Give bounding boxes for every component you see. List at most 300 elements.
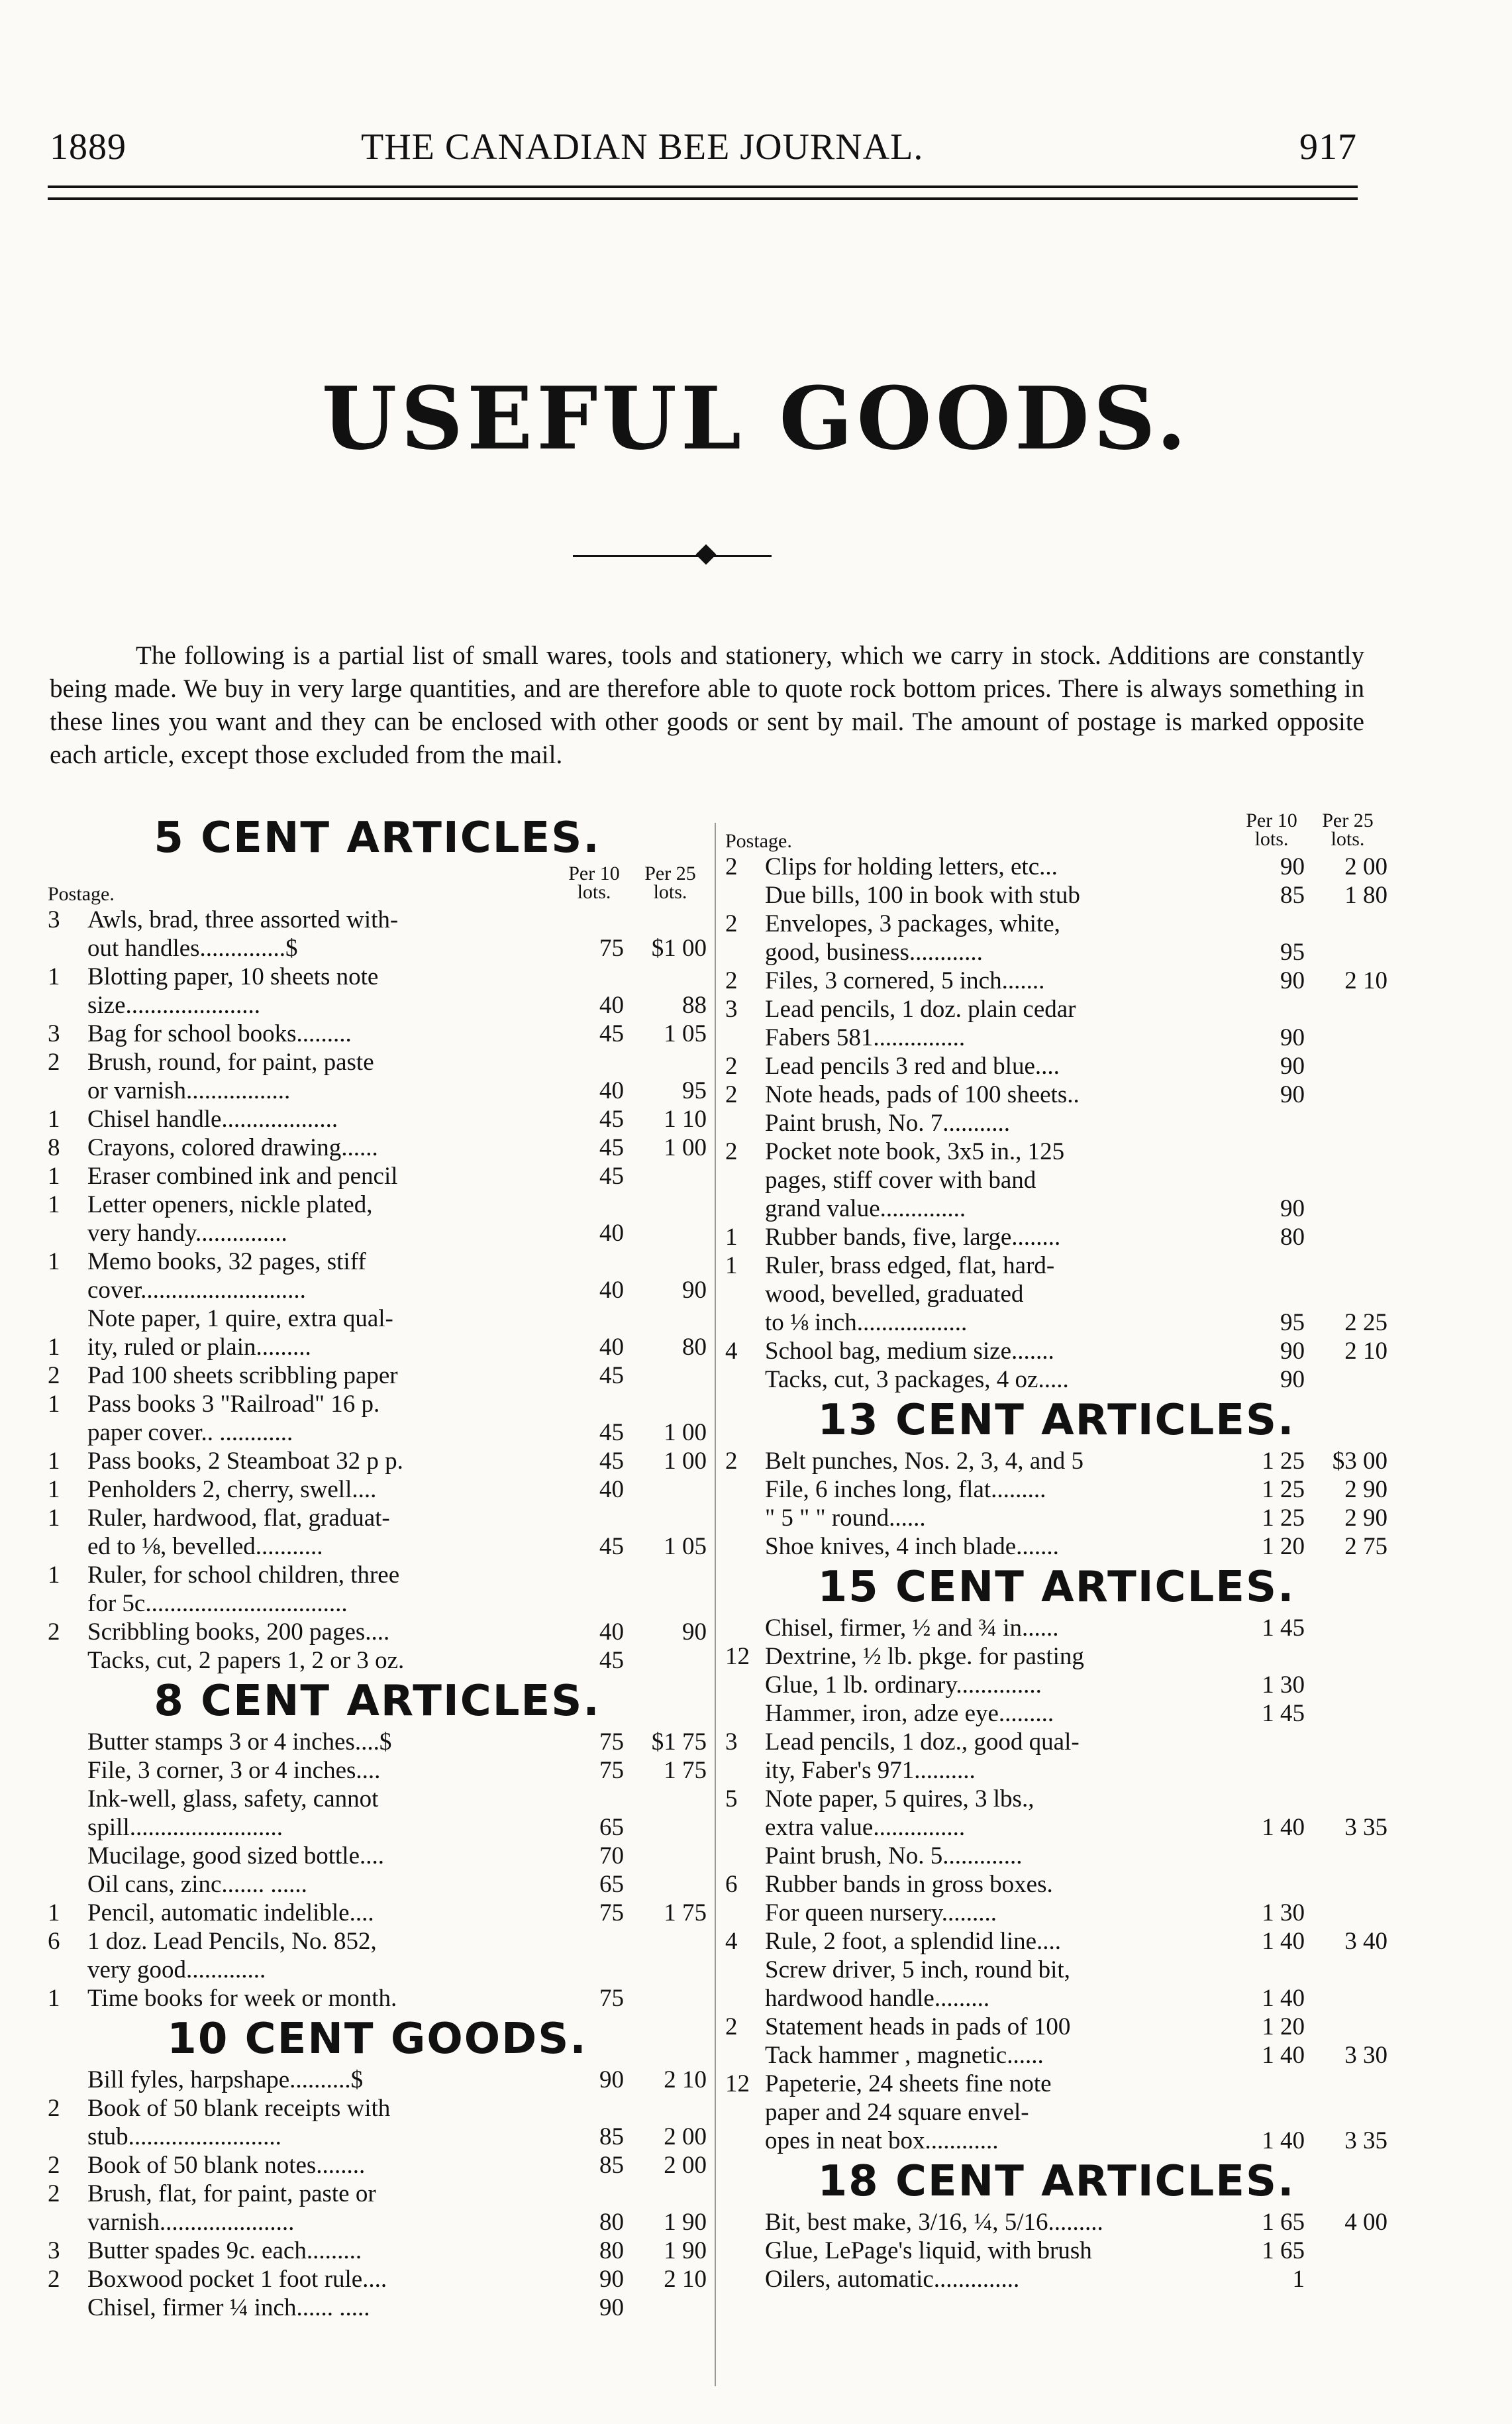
item-description: varnish...................... bbox=[87, 2209, 295, 2236]
price-per-25: 2 10 bbox=[1344, 1338, 1387, 1365]
price-per-10: 40 bbox=[599, 1476, 624, 1503]
price-per-10: 90 bbox=[1280, 1338, 1305, 1365]
list-item bbox=[48, 1899, 707, 1927]
price-per-25 bbox=[1305, 1137, 1387, 1166]
postage-cents: 4 bbox=[725, 1928, 738, 1955]
price-per-25: 2 90 bbox=[1344, 1504, 1387, 1532]
price-per-10: 1 20 bbox=[1262, 2013, 1305, 2040]
list-item bbox=[725, 1532, 1387, 1561]
price-per-10: 80 bbox=[599, 2209, 624, 2236]
list-item bbox=[48, 934, 707, 963]
price-per-10 bbox=[564, 1304, 624, 1333]
postage-cents: 1 bbox=[48, 1985, 60, 2012]
price-per-10: 85 bbox=[1280, 882, 1305, 909]
price-per-10: 90 bbox=[1280, 967, 1305, 994]
price-per-25 bbox=[624, 2293, 707, 2322]
price-per-10: 1 bbox=[1292, 2266, 1305, 2293]
price-per-25: 2 00 bbox=[664, 2152, 707, 2179]
per10-label: Per 10 bbox=[568, 863, 620, 884]
price-per-10: 90 bbox=[1280, 1053, 1305, 1080]
list-item bbox=[725, 1080, 1387, 1109]
list-item bbox=[725, 1109, 1387, 1137]
item-description: Rule, 2 foot, a splendid line.... bbox=[765, 1928, 1062, 1955]
column-header bbox=[725, 812, 1387, 853]
price-per-10: 45 bbox=[599, 1533, 624, 1560]
item-description: Files, 3 cornered, 5 inch....... bbox=[765, 967, 1045, 994]
per25-label: Per 25 bbox=[1322, 810, 1374, 831]
list-item bbox=[725, 1447, 1387, 1475]
price-per-10: 45 bbox=[599, 1020, 624, 1047]
postage-cents bbox=[725, 1475, 765, 1504]
price-per-10: 95 bbox=[1280, 939, 1305, 966]
item-description: Boxwood pocket 1 foot rule.... bbox=[87, 2266, 387, 2293]
price-per-10 bbox=[564, 1956, 624, 1984]
item-description: Butter spades 9c. each......... bbox=[87, 2237, 362, 2264]
postage-cents bbox=[725, 1899, 765, 1927]
price-per-25: 88 bbox=[682, 992, 707, 1019]
postage-cents: 1 bbox=[48, 1191, 60, 1218]
per25-label: Per 25 bbox=[644, 863, 696, 884]
list-item bbox=[48, 2293, 707, 2322]
postage-cents bbox=[48, 1956, 87, 1984]
postage-cents: 12 bbox=[725, 2070, 750, 2097]
price-per-25 bbox=[1305, 1024, 1387, 1052]
price-per-25 bbox=[1305, 1785, 1387, 1813]
postage-cents bbox=[725, 1308, 765, 1337]
price-per-10: 1 65 bbox=[1262, 2209, 1305, 2236]
item-description: " 5 " " round...... bbox=[765, 1504, 926, 1532]
item-description: Penholders 2, cherry, swell.... bbox=[87, 1476, 377, 1503]
price-per-10 bbox=[1245, 995, 1305, 1024]
per10-header bbox=[558, 865, 630, 902]
price-per-10: 80 bbox=[599, 2237, 624, 2264]
per25-lots: lots. bbox=[653, 881, 687, 903]
list-item bbox=[725, 1842, 1387, 1870]
list-item bbox=[48, 1504, 707, 1532]
postage-cents: 2 bbox=[48, 1618, 60, 1646]
list-item bbox=[725, 1308, 1387, 1337]
postage-cents bbox=[725, 2237, 765, 2265]
price-per-25: 1 00 bbox=[664, 1134, 707, 1161]
price-per-10 bbox=[1245, 1785, 1305, 1813]
item-description: or varnish................. bbox=[87, 1077, 291, 1104]
item-description: Pad 100 sheets scribbling paper bbox=[87, 1362, 398, 1389]
item-description: size...................... bbox=[87, 992, 261, 1019]
item-description: Brush, flat, for paint, paste or bbox=[87, 2180, 376, 2207]
item-description: Butter stamps 3 or 4 inches....$ bbox=[87, 1728, 392, 1756]
item-description: Awls, brad, three assorted with- bbox=[87, 906, 399, 933]
item-description: Book of 50 blank notes........ bbox=[87, 2152, 366, 2179]
price-per-25: $1 00 bbox=[651, 935, 707, 962]
postage-cents bbox=[48, 1077, 87, 1105]
price-per-25 bbox=[1305, 1870, 1387, 1899]
item-description: very good............. bbox=[87, 1956, 266, 1983]
price-per-25: 2 90 bbox=[1344, 1476, 1387, 1503]
price-per-25 bbox=[1305, 1166, 1387, 1194]
list-item bbox=[48, 1247, 707, 1276]
postage-header: Postage. bbox=[48, 883, 115, 905]
item-description: very handy............... bbox=[87, 1220, 287, 1247]
price-per-25 bbox=[1305, 1956, 1387, 1984]
list-item bbox=[725, 1756, 1387, 1785]
price-per-10: 1 25 bbox=[1262, 1504, 1305, 1532]
price-per-25 bbox=[1305, 1109, 1387, 1137]
postage-cents bbox=[48, 1532, 87, 1561]
price-per-10 bbox=[1245, 1956, 1305, 1984]
list-item bbox=[48, 991, 707, 1020]
price-per-25 bbox=[1305, 1728, 1387, 1756]
price-per-10: 45 bbox=[599, 1647, 624, 1674]
item-description: Note paper, 5 quires, 3 lbs., bbox=[765, 1785, 1034, 1813]
list-item bbox=[48, 1304, 707, 1333]
postage-cents bbox=[725, 2208, 765, 2237]
list-item bbox=[48, 1333, 707, 1361]
list-item bbox=[48, 1927, 707, 1956]
item-description: Shoe knives, 4 inch blade....... bbox=[765, 1533, 1059, 1560]
ornament-rule bbox=[573, 555, 772, 557]
price-per-10 bbox=[1245, 1870, 1305, 1899]
postage-cents: 3 bbox=[725, 1728, 738, 1756]
postage-cents bbox=[48, 1646, 87, 1675]
price-per-25 bbox=[1305, 1223, 1387, 1251]
price-per-25: 2 75 bbox=[1344, 1533, 1387, 1560]
price-per-25 bbox=[624, 1842, 707, 1870]
item-description: Note heads, pads of 100 sheets.. bbox=[765, 1081, 1080, 1108]
list-item bbox=[48, 1077, 707, 1105]
price-per-10: 40 bbox=[599, 992, 624, 1019]
item-description: File, 3 corner, 3 or 4 inches.... bbox=[87, 1757, 381, 1784]
postage-cents bbox=[725, 1984, 765, 2013]
item-description: Glue, 1 lb. ordinary.............. bbox=[765, 1671, 1042, 1699]
item-description: Book of 50 blank receipts with bbox=[87, 2095, 391, 2122]
price-per-10: 90 bbox=[599, 2066, 624, 2093]
list-item bbox=[725, 881, 1387, 910]
price-per-10: 75 bbox=[599, 1728, 624, 1756]
postage-cents bbox=[725, 881, 765, 910]
price-per-10 bbox=[1245, 2070, 1305, 2098]
price-per-25 bbox=[624, 1162, 707, 1190]
item-description: Glue, LePage's liquid, with brush bbox=[765, 2237, 1092, 2264]
list-item bbox=[48, 1105, 707, 1133]
postage-cents: 2 bbox=[725, 967, 738, 994]
postage-cents bbox=[725, 2041, 765, 2070]
item-description: Ruler, for school children, three bbox=[87, 1561, 400, 1589]
item-description: Dextrine, ½ lb. pkge. for pasting bbox=[765, 1643, 1084, 1670]
postage-cents: 2 bbox=[48, 1049, 60, 1076]
list-item bbox=[725, 1785, 1387, 1813]
list-item bbox=[48, 1276, 707, 1304]
price-per-25: 1 05 bbox=[664, 1533, 707, 1560]
price-per-25 bbox=[624, 1785, 707, 1813]
price-per-25: 2 25 bbox=[1344, 1309, 1387, 1336]
item-description: Memo books, 32 pages, stiff bbox=[87, 1248, 366, 1275]
item-description: cover........................... bbox=[87, 1277, 306, 1304]
list-item bbox=[48, 1475, 707, 1504]
price-per-25 bbox=[1305, 1251, 1387, 1280]
item-description: Bill fyles, harpshape..........$ bbox=[87, 2066, 364, 2093]
postage-cents bbox=[48, 934, 87, 963]
per10-label: Per 10 bbox=[1246, 810, 1297, 831]
item-description: Lead pencils 3 red and blue.... bbox=[765, 1053, 1060, 1080]
postage-cents bbox=[48, 2293, 87, 2322]
list-item bbox=[725, 1137, 1387, 1166]
list-item bbox=[725, 1899, 1387, 1927]
price-per-10 bbox=[1245, 1251, 1305, 1280]
price-per-25 bbox=[624, 1475, 707, 1504]
price-per-25: 90 bbox=[682, 1618, 707, 1646]
journal-title: THE CANADIAN BEE JOURNAL. bbox=[361, 127, 924, 168]
item-description: Letter openers, nickle plated, bbox=[87, 1191, 373, 1218]
item-description: Scribbling books, 200 pages.... bbox=[87, 1618, 390, 1646]
postage-cents bbox=[48, 1756, 87, 1785]
price-per-25 bbox=[624, 1813, 707, 1842]
price-per-25 bbox=[624, 1361, 707, 1390]
item-description: paper and 24 square envel- bbox=[765, 2099, 1029, 2126]
list-item bbox=[48, 906, 707, 934]
price-per-25: 2 00 bbox=[664, 2123, 707, 2150]
postage-cents: 3 bbox=[725, 996, 738, 1023]
item-description: ity, ruled or plain......... bbox=[87, 1334, 311, 1361]
postage-cents bbox=[725, 1504, 765, 1532]
price-per-25: 1 90 bbox=[664, 2209, 707, 2236]
item-description: Ruler, hardwood, flat, graduat- bbox=[87, 1504, 390, 1532]
postage-cents: 5 bbox=[725, 1785, 738, 1813]
list-item bbox=[725, 1614, 1387, 1642]
price-per-10 bbox=[564, 1589, 624, 1618]
postage-cents: 2 bbox=[48, 2180, 60, 2207]
postage-cents bbox=[725, 1365, 765, 1394]
price-per-10: 40 bbox=[599, 1220, 624, 1247]
postage-cents bbox=[48, 2208, 87, 2237]
price-per-10: 1 30 bbox=[1262, 1671, 1305, 1699]
price-per-10: 85 bbox=[599, 2123, 624, 2150]
list-item bbox=[725, 910, 1387, 938]
list-item bbox=[725, 1194, 1387, 1223]
item-description: Pass books 3 "Railroad" 16 p. bbox=[87, 1391, 380, 1418]
list-item bbox=[725, 1956, 1387, 1984]
price-per-25: 2 10 bbox=[1344, 967, 1387, 994]
price-per-10 bbox=[564, 2180, 624, 2208]
per25-header bbox=[634, 865, 707, 902]
item-description: School bag, medium size....... bbox=[765, 1338, 1054, 1365]
item-description: Rubber bands in gross boxes. bbox=[765, 1871, 1053, 1898]
price-per-25 bbox=[624, 1190, 707, 1219]
price-per-25 bbox=[624, 1504, 707, 1532]
price-per-10 bbox=[564, 1785, 624, 1813]
price-per-25 bbox=[1305, 1984, 1387, 2013]
item-description: wood, bevelled, graduated bbox=[765, 1281, 1024, 1308]
postage-cents: 2 bbox=[725, 1448, 738, 1475]
postage-cents: 8 bbox=[48, 1134, 60, 1161]
list-item bbox=[48, 1842, 707, 1870]
list-item bbox=[48, 2237, 707, 2265]
price-per-25: 1 75 bbox=[664, 1899, 707, 1926]
item-description: Bit, best make, 3/16, ¼, 5/16......... bbox=[765, 2209, 1103, 2236]
section-title: 13 CENT ARTICLES. bbox=[817, 1396, 1295, 1445]
postage-cents: 12 bbox=[725, 1643, 750, 1670]
price-per-25 bbox=[1305, 1194, 1387, 1223]
price-per-10 bbox=[564, 963, 624, 991]
list-item bbox=[48, 2151, 707, 2180]
price-per-25: 1 10 bbox=[664, 1106, 707, 1133]
price-per-25 bbox=[624, 1870, 707, 1899]
list-item bbox=[725, 2013, 1387, 2041]
list-item bbox=[48, 2066, 707, 2094]
item-description: Pass books, 2 Steamboat 32 p p. bbox=[87, 1448, 403, 1475]
list-item bbox=[48, 1190, 707, 1219]
item-description: Lead pencils, 1 doz. plain cedar bbox=[765, 996, 1076, 1023]
item-description: Screw driver, 5 inch, round bit, bbox=[765, 1956, 1070, 1983]
list-item bbox=[725, 1251, 1387, 1280]
price-per-10 bbox=[1245, 1280, 1305, 1308]
list-item bbox=[725, 2127, 1387, 2155]
postage-cents: 1 bbox=[48, 1248, 60, 1275]
item-description: Chisel, firmer, ½ and ¾ in...... bbox=[765, 1614, 1059, 1642]
page-number: 917 bbox=[1299, 127, 1357, 168]
list-item bbox=[725, 2098, 1387, 2127]
postage-cents bbox=[725, 938, 765, 967]
item-description: Rubber bands, five, large........ bbox=[765, 1224, 1061, 1251]
price-per-25 bbox=[624, 2180, 707, 2208]
list-item bbox=[48, 1618, 707, 1646]
item-description: Bag for school books......... bbox=[87, 1020, 352, 1047]
postage-header: Postage. bbox=[725, 830, 792, 852]
list-item bbox=[725, 1870, 1387, 1899]
intro-paragraph bbox=[50, 639, 1364, 772]
postage-cents bbox=[725, 1756, 765, 1785]
section-title: 5 CENT ARTICLES. bbox=[154, 814, 601, 863]
list-item bbox=[725, 938, 1387, 967]
item-description: Tack hammer , magnetic...... bbox=[765, 2042, 1044, 2069]
postage-cents bbox=[48, 991, 87, 1020]
list-item bbox=[48, 963, 707, 991]
list-item bbox=[48, 2094, 707, 2123]
postage-cents bbox=[48, 1870, 87, 1899]
item-description: Pocket note book, 3x5 in., 125 bbox=[765, 1138, 1065, 1165]
postage-cents: 2 bbox=[48, 2266, 60, 2293]
price-per-10: 75 bbox=[599, 1757, 624, 1784]
price-per-10: 90 bbox=[1280, 1024, 1305, 1051]
item-description: Tacks, cut, 3 packages, 4 oz..... bbox=[765, 1366, 1069, 1393]
list-item bbox=[725, 1642, 1387, 1671]
item-description: Due bills, 100 in book with stub bbox=[765, 882, 1080, 909]
postage-cents bbox=[48, 1219, 87, 1247]
price-per-10: 65 bbox=[599, 1814, 624, 1841]
price-per-10: 1 45 bbox=[1262, 1614, 1305, 1642]
postage-cents bbox=[725, 1280, 765, 1308]
postage-cents bbox=[725, 2265, 765, 2293]
postage-cents: 1 bbox=[48, 1899, 60, 1926]
list-item bbox=[725, 1699, 1387, 1728]
item-description: Lead pencils, 1 doz., good qual- bbox=[765, 1728, 1080, 1756]
postage-cents: 1 bbox=[48, 1561, 60, 1589]
item-description: Statement heads in pads of 100 bbox=[765, 2013, 1071, 2040]
item-description: pages, stiff cover with band bbox=[765, 1167, 1036, 1194]
price-per-25 bbox=[624, 1646, 707, 1675]
list-item bbox=[48, 1813, 707, 1842]
per25-header bbox=[1311, 812, 1384, 849]
postage-cents bbox=[725, 1842, 765, 1870]
list-item bbox=[48, 2180, 707, 2208]
price-per-10: 1 20 bbox=[1262, 1533, 1305, 1560]
price-per-10 bbox=[1245, 1642, 1305, 1671]
item-description: Clips for holding letters, etc... bbox=[765, 853, 1058, 880]
price-per-25 bbox=[624, 1304, 707, 1333]
price-per-25: 3 35 bbox=[1344, 2127, 1387, 2154]
postage-cents bbox=[48, 1842, 87, 1870]
price-per-25 bbox=[624, 1048, 707, 1077]
price-per-10: 40 bbox=[599, 1277, 624, 1304]
price-per-10 bbox=[564, 1048, 624, 1077]
ornament-diamond-icon bbox=[695, 544, 716, 564]
postage-cents bbox=[48, 1589, 87, 1618]
list-item bbox=[48, 2123, 707, 2151]
list-item bbox=[48, 1219, 707, 1247]
list-item bbox=[48, 1561, 707, 1589]
list-item bbox=[48, 1756, 707, 1785]
item-description: Pencil, automatic indelible.... bbox=[87, 1899, 374, 1926]
postage-cents: 2 bbox=[725, 1138, 738, 1165]
price-per-10: 40 bbox=[599, 1334, 624, 1361]
price-per-10: 1 45 bbox=[1262, 1700, 1305, 1727]
price-per-10 bbox=[1245, 1109, 1305, 1137]
price-per-25 bbox=[624, 1927, 707, 1956]
price-per-10: 85 bbox=[599, 2152, 624, 2179]
price-per-25 bbox=[1305, 2265, 1387, 2293]
list-item bbox=[725, 2070, 1387, 2098]
price-per-25 bbox=[1305, 1080, 1387, 1109]
price-per-25: 2 10 bbox=[664, 2266, 707, 2293]
right-column bbox=[725, 812, 1387, 2293]
price-per-25: 3 35 bbox=[1344, 1814, 1387, 1841]
per10-lots: lots. bbox=[577, 881, 611, 903]
price-per-10: 75 bbox=[599, 1985, 624, 2012]
item-description: Chisel handle................... bbox=[87, 1106, 338, 1133]
price-per-10: 1 30 bbox=[1262, 1899, 1305, 1926]
price-per-25 bbox=[1305, 1699, 1387, 1728]
list-item bbox=[48, 1162, 707, 1190]
postage-cents: 4 bbox=[725, 1338, 738, 1365]
price-per-10: 45 bbox=[599, 1362, 624, 1389]
price-per-25 bbox=[1305, 1052, 1387, 1080]
postage-cents bbox=[725, 2098, 765, 2127]
postage-cents bbox=[725, 1813, 765, 1842]
postage-cents: 1 bbox=[48, 1163, 60, 1190]
price-per-10 bbox=[1245, 1756, 1305, 1785]
price-per-10: 40 bbox=[599, 1077, 624, 1104]
price-per-25 bbox=[1305, 2237, 1387, 2265]
price-per-10: 1 40 bbox=[1262, 2127, 1305, 2154]
item-description: Oil cans, zinc....... ...... bbox=[87, 1871, 307, 1898]
postage-cents: 1 bbox=[48, 963, 60, 990]
list-item bbox=[725, 1337, 1387, 1365]
item-description: Ruler, brass edged, flat, hard- bbox=[765, 1252, 1055, 1279]
price-per-25: 2 10 bbox=[664, 2066, 707, 2093]
item-description: Ink-well, glass, safety, cannot bbox=[87, 1785, 379, 1813]
item-description: grand value.............. bbox=[765, 1195, 966, 1222]
price-per-25: 2 00 bbox=[1344, 853, 1387, 880]
price-per-25: 80 bbox=[682, 1334, 707, 1361]
price-per-10: 80 bbox=[1280, 1224, 1305, 1251]
price-per-25 bbox=[1305, 910, 1387, 938]
item-description: Note paper, 1 quire, extra qual- bbox=[87, 1305, 393, 1332]
list-item bbox=[725, 1166, 1387, 1194]
list-item bbox=[725, 1504, 1387, 1532]
section-title: 10 CENT GOODS. bbox=[167, 2015, 587, 2064]
item-description: Eraser combined ink and pencil bbox=[87, 1163, 398, 1190]
postage-cents bbox=[725, 1956, 765, 1984]
list-item bbox=[725, 1813, 1387, 1842]
